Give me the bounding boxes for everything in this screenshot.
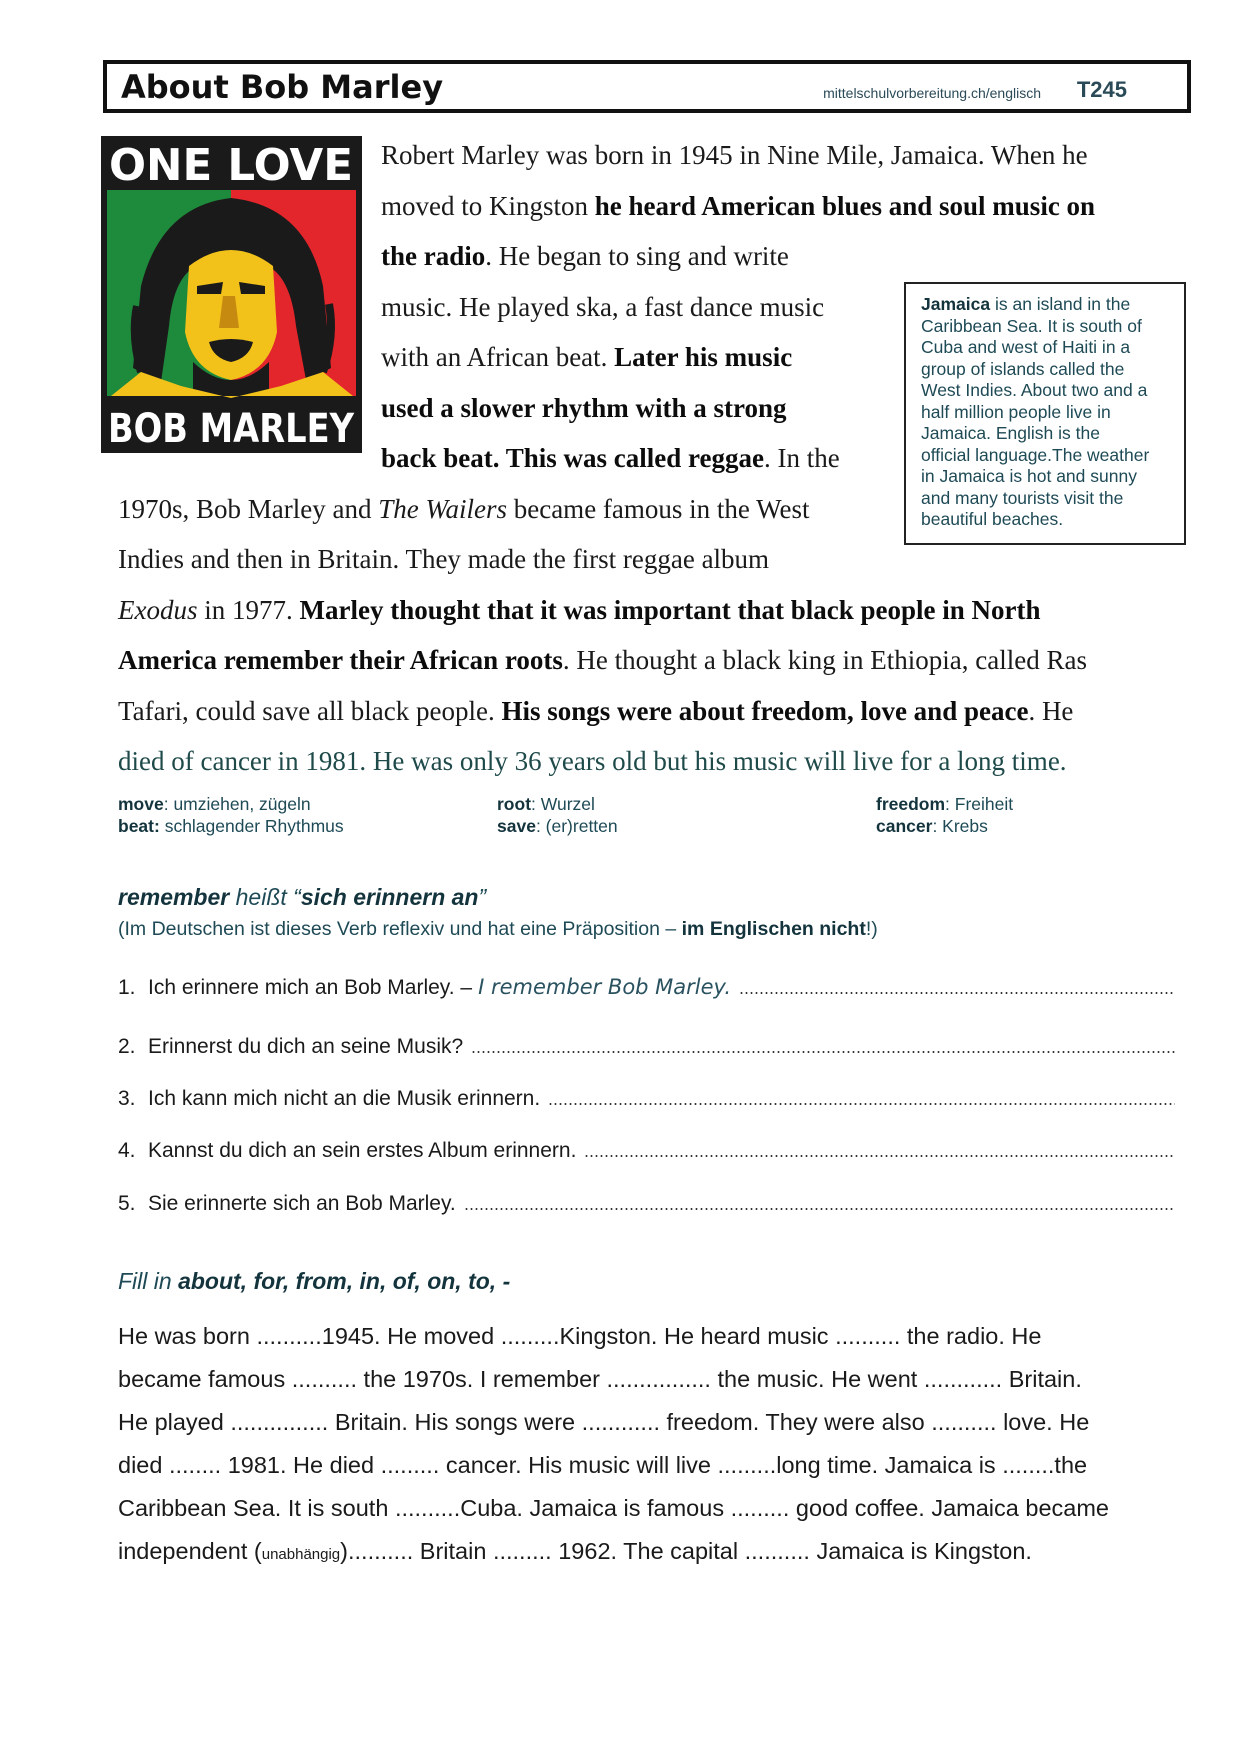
exercise-sentence: Erinnerst du dich an seine Musik?: [148, 1035, 464, 1058]
vocab-separator: :: [531, 794, 541, 814]
info-run: is an island in the: [990, 294, 1131, 314]
reading-line: [118, 736, 1067, 787]
reading-run: Tafari, could save all black people.: [118, 695, 502, 726]
note-start: (Im Deutschen ist dieses Verb reflexiv und hat eine Präposition –: [118, 918, 682, 940]
exercise-number: 4.: [118, 1139, 136, 1162]
reading-run: in 1977.: [197, 594, 300, 625]
reading-line: [118, 635, 1087, 686]
vocab-item: [497, 816, 618, 838]
vocab-term: beat:: [118, 815, 160, 836]
vocab-item: [876, 816, 1013, 838]
info-run: West Indies. About two and a: [921, 380, 1148, 400]
vocab-term: move: [118, 794, 164, 814]
vocab-definition: Krebs: [942, 815, 988, 836]
exercise-sentence: Ich kann mich nicht an die Musik erinnern.: [148, 1087, 541, 1110]
page-title: About Bob Marley: [121, 67, 444, 106]
note-end: !): [865, 918, 878, 940]
reading-run: His songs were about freedom, love and peace: [501, 695, 1029, 726]
vocab-definition: umziehen, zügeln: [173, 794, 311, 814]
exercise-row: [118, 975, 1175, 1000]
fill-in-line[interactable]: [118, 1401, 1188, 1444]
reading-run: Exodus: [118, 594, 198, 625]
exercise-answer[interactable]: I remember Bob Marley.: [478, 975, 732, 999]
vocab-definition: Freiheit: [954, 794, 1014, 814]
answer-blank-line[interactable]: [464, 1207, 1175, 1211]
vocab-column: [497, 794, 618, 837]
vocab-term: freedom: [876, 794, 946, 814]
fill-in-line[interactable]: [118, 1444, 1188, 1487]
reading-line: [381, 282, 824, 333]
fill-in-run: Caribbean Sea. It is south ..........Cuba. Jamaica is famous ......... good coffee. Jamaica became: [118, 1495, 1109, 1521]
reading-run: 1970s, Bob Marley and: [118, 493, 379, 524]
vocab-separator: :: [163, 794, 174, 814]
bob-marley-poster: [101, 136, 362, 453]
info-line: [921, 316, 1172, 338]
fill-in-line[interactable]: [118, 1358, 1188, 1401]
reading-run: moved to Kingston: [381, 190, 595, 221]
reading-run: back beat. This was called reggae: [381, 443, 765, 473]
reading-run: . He: [1028, 695, 1074, 726]
remember-heading-end: ”: [478, 884, 487, 910]
vocab-column: [118, 794, 344, 837]
reading-line: [381, 130, 1088, 181]
title-bar: [103, 60, 1191, 113]
info-run: and many tourists visit the: [921, 487, 1124, 508]
info-line: [921, 445, 1172, 467]
reading-run: . In the: [764, 443, 840, 473]
reading-line: [118, 534, 769, 585]
answer-blank-line[interactable]: [548, 1102, 1175, 1106]
vocab-term: root: [497, 794, 532, 814]
reading-line: [118, 484, 809, 535]
vocab-definition: Wurzel: [540, 794, 595, 814]
reading-run: Later his music: [614, 342, 793, 372]
vocab-definition: schlagender Rhythmus: [164, 815, 344, 836]
exercise-row: [118, 1139, 1175, 1163]
fill-in-run: unabhängig: [261, 1546, 341, 1563]
info-line: [921, 337, 1172, 359]
fill-in-run: ).......... Britain ......... 1962. The capital .......... Jamaica is Kingston.: [340, 1538, 1032, 1564]
answer-blank-line[interactable]: [584, 1154, 1175, 1158]
fill-in-run: He played ............... Britain. His songs were ............ freedom. They were also .......... love. He: [118, 1409, 1090, 1435]
reading-run: music. He played ska, a fast dance music: [381, 291, 825, 322]
reading-run: . He began to sing and write: [485, 241, 789, 271]
poster-bottom-text: BOB MARLEY: [108, 406, 355, 452]
reading-line: [381, 332, 792, 383]
info-run: Caribbean Sea. It is south of: [921, 315, 1142, 336]
reading-line: [381, 181, 1095, 232]
vocab-definition: (er)retten: [545, 815, 618, 836]
worksheet-code: T245: [1076, 77, 1127, 102]
remember-phrase: sich erinnern an: [300, 884, 479, 910]
reading-run: he heard American blues and soul music on: [594, 190, 1096, 221]
fill-in-run: died ........ 1981. He died ......... cancer. His music will live .........long time. Jamaica is ........the: [118, 1452, 1088, 1478]
fill-in-heading: [118, 1268, 510, 1295]
reading-run: Marley thought that it was important that black people in North: [299, 594, 1041, 625]
fill-in-run: independent (: [118, 1538, 262, 1564]
answer-blank-line[interactable]: [471, 1050, 1175, 1054]
info-line: [921, 380, 1172, 402]
vocab-item: [876, 794, 1013, 816]
info-line: [921, 509, 1172, 531]
reading-line: [381, 383, 787, 434]
remember-heading-mid: heißt “: [229, 884, 301, 910]
site-url[interactable]: mittelschulvorbereitung.ch/englisch: [823, 85, 1041, 101]
fill-in-words: about, for, from, in, of, on, to, -: [178, 1268, 511, 1294]
vocab-item: [497, 794, 618, 816]
exercise-number: 2.: [118, 1035, 136, 1058]
exercise-number: 3.: [118, 1087, 136, 1110]
remember-word: remember: [118, 884, 230, 910]
reading-run: Robert Marley was born in 1945 in Nine Mile, Jamaica. When he: [381, 140, 1088, 170]
reading-run: died of cancer in 1981. He was only 36 years old but his music will live for a long time.: [118, 746, 1067, 776]
fill-in-heading-start: Fill in: [118, 1268, 179, 1294]
reading-run: became famous in the West: [506, 493, 810, 524]
reading-run: The Wailers: [378, 493, 507, 524]
exercise-sentence: Sie erinnerte sich an Bob Marley.: [148, 1192, 456, 1215]
info-line: [921, 466, 1172, 488]
fill-in-line[interactable]: [118, 1487, 1188, 1530]
exercise-number: 5.: [118, 1192, 136, 1215]
info-run: in Jamaica is hot and sunny: [921, 466, 1137, 486]
info-run: official language.The weather: [921, 444, 1150, 465]
remember-heading: [118, 884, 486, 911]
exercise-row: [118, 1035, 1175, 1059]
answer-blank-line[interactable]: [739, 991, 1175, 995]
info-run: Cuba and west of Haiti in a: [921, 337, 1131, 357]
vocab-separator: :: [535, 815, 546, 836]
remember-note: [118, 918, 878, 941]
reading-run: Indies and then in Britain. They made the first reggae album: [118, 544, 770, 574]
info-run: Jamaica. English is the: [921, 423, 1100, 443]
exercise-row: [118, 1087, 1175, 1111]
info-line: [921, 294, 1172, 316]
reading-run: the radio: [381, 241, 486, 271]
reading-run: America remember their African roots: [118, 645, 563, 675]
reading-run: . He thought a black king in Ethiopia, called Ras: [562, 645, 1087, 675]
vocab-separator: :: [945, 794, 955, 814]
fill-in-run: became famous .......... the 1970s. I remember ................ the music. He went ............ Britain.: [118, 1366, 1082, 1392]
reading-line: [118, 585, 1041, 636]
jamaica-info-box: [904, 282, 1186, 545]
note-bold: im Englischen nicht: [681, 918, 866, 940]
info-run: beautiful beaches.: [921, 509, 1064, 529]
info-line: [921, 423, 1172, 445]
info-run: group of islands called the: [921, 358, 1125, 379]
vocab-term: cancer: [876, 815, 933, 836]
exercise-sentence: Kannst du dich an sein erstes Album erinnern.: [148, 1139, 577, 1162]
exercise-sentence: Ich erinnere mich an Bob Marley. –: [148, 976, 473, 999]
fill-in-text: [118, 1315, 1188, 1573]
fill-in-line[interactable]: [118, 1315, 1188, 1358]
exercise-number: 1.: [118, 976, 136, 999]
exercise-row: [118, 1192, 1175, 1216]
info-run: Jamaica: [921, 294, 991, 314]
vocab-column: [876, 794, 1013, 837]
vocab-separator: :: [932, 815, 943, 836]
info-line: [921, 402, 1172, 424]
vocab-item: [118, 816, 344, 838]
fill-in-run: He was born ..........1945. He moved .........Kingston. He heard music .......... the radio. He: [118, 1323, 1042, 1349]
poster-top-text: ONE LOVE: [109, 140, 353, 191]
reading-line: [381, 231, 789, 282]
reading-line: [118, 686, 1073, 737]
reading-run: with an African beat.: [381, 342, 615, 372]
vocab-item: [118, 794, 344, 816]
info-line: [921, 488, 1172, 510]
info-run: half million people live in: [921, 401, 1111, 422]
info-line: [921, 359, 1172, 381]
vocab-term: save: [497, 815, 536, 836]
reading-run: used a slower rhythm with a strong: [381, 392, 787, 423]
fill-in-line[interactable]: [118, 1530, 1188, 1573]
reading-line: [381, 433, 840, 484]
